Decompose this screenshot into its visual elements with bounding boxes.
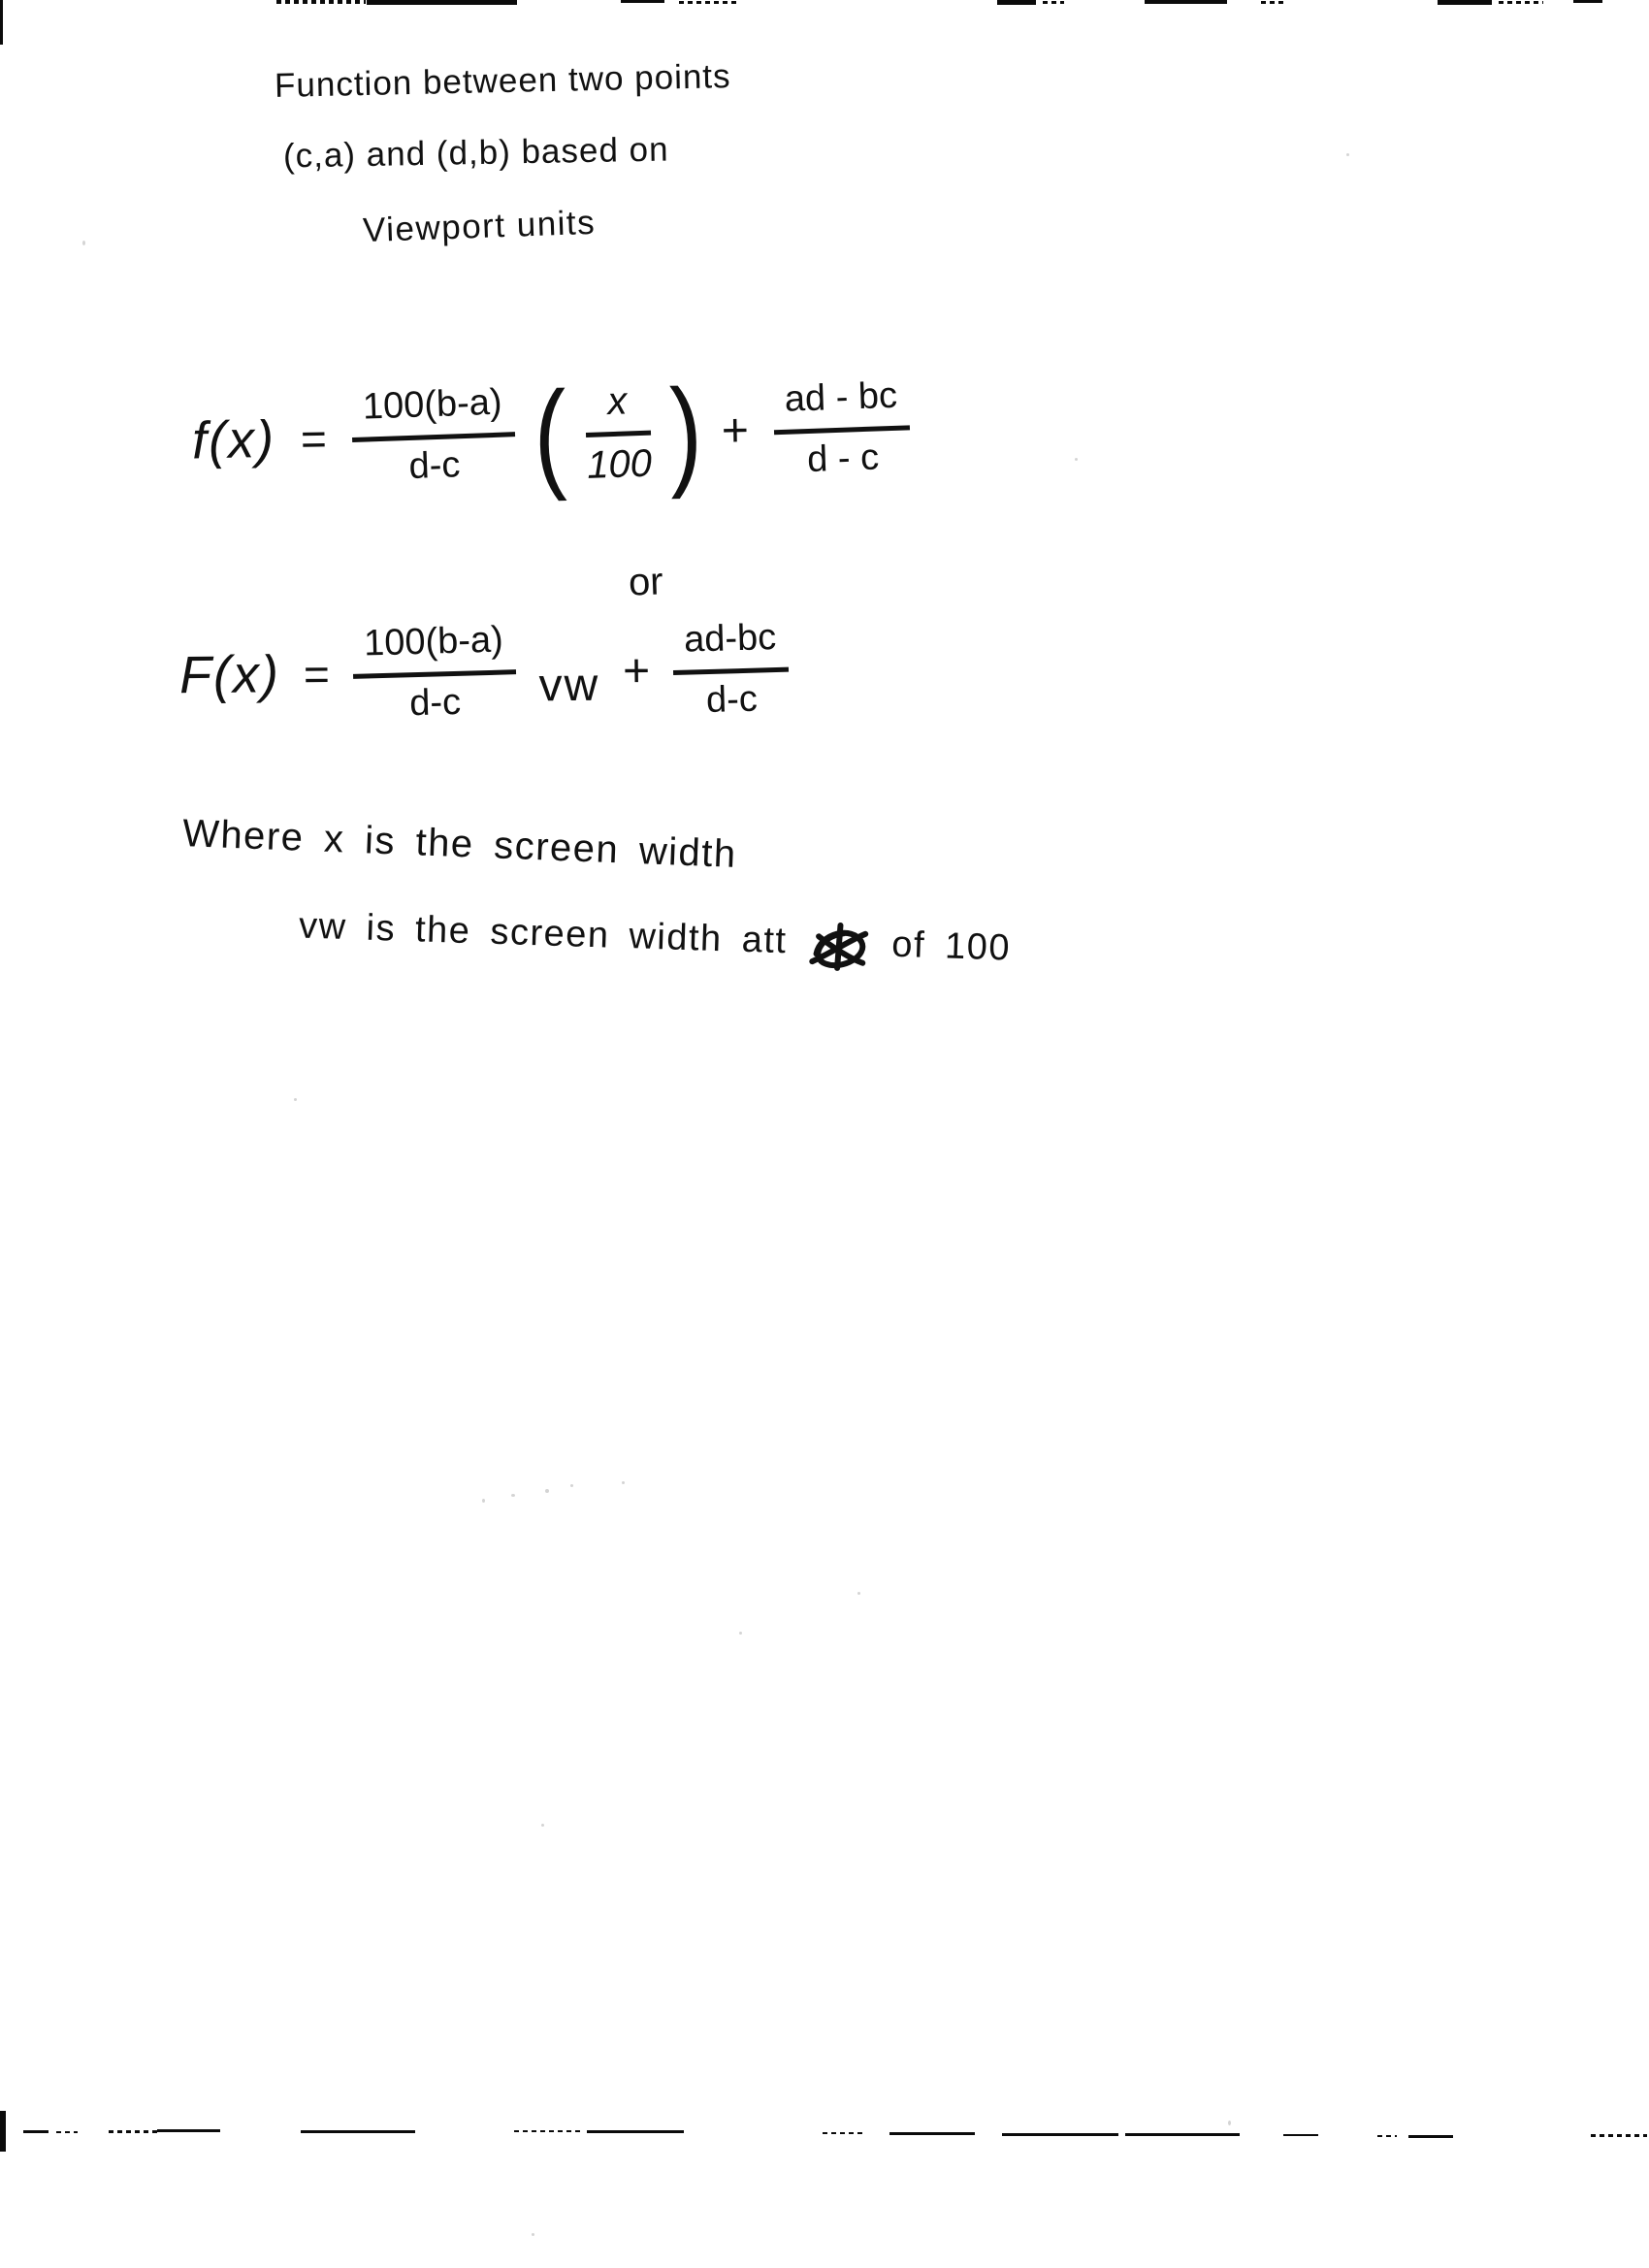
scan-artifact-line xyxy=(1261,1,1286,4)
scan-artifact-line xyxy=(109,2130,157,2133)
fraction-denominator: d-c xyxy=(407,444,461,488)
fraction-slope xyxy=(351,619,517,727)
scan-artifact-line xyxy=(514,2130,582,2132)
fraction-denominator: 100 xyxy=(586,441,653,487)
scan-speck xyxy=(541,1824,544,1827)
note-line-2-prefix: vw is the screen width att xyxy=(298,904,789,961)
scribbled-out-word xyxy=(803,919,875,975)
formula-1 xyxy=(191,363,911,502)
scan-artifact-line xyxy=(1499,1,1543,4)
note-line-2 xyxy=(298,898,1012,975)
formula-1-lhs: f(x) xyxy=(191,409,276,470)
equals-sign: = xyxy=(303,648,331,700)
scan-speck xyxy=(294,1098,297,1101)
fraction-denominator: d-c xyxy=(408,681,462,724)
formula-2 xyxy=(178,618,789,728)
scan-speck xyxy=(545,1489,549,1493)
plus-sign: + xyxy=(721,405,750,457)
fraction-slope xyxy=(350,382,516,491)
scan-artifact-line xyxy=(0,0,3,45)
scan-artifact-line xyxy=(997,0,1036,5)
note-line-2-suffix: of 100 xyxy=(890,923,1012,969)
scan-artifact-line xyxy=(1591,2134,1647,2137)
plus-sign: + xyxy=(622,644,651,697)
scan-artifact-line xyxy=(889,2132,975,2135)
scan-artifact-line xyxy=(301,2130,415,2133)
fraction-numerator: x xyxy=(584,378,651,437)
scan-speck xyxy=(1346,153,1349,156)
scan-artifact-line xyxy=(1377,2135,1397,2137)
equals-sign: = xyxy=(300,412,328,464)
title-line-3: Viewport units xyxy=(362,203,597,250)
scan-artifact-line xyxy=(23,2130,48,2133)
scan-speck xyxy=(82,241,85,245)
scan-artifact-line xyxy=(1043,1,1064,4)
fraction-numerator: ad-bc xyxy=(672,617,790,675)
fraction-x-over-100 xyxy=(584,378,653,488)
or-label: or xyxy=(628,560,664,604)
scan-artifact-line xyxy=(587,2130,684,2133)
scan-artifact-line xyxy=(1145,0,1227,4)
scan-speck xyxy=(1228,2121,1231,2125)
scan-speck xyxy=(532,2233,534,2236)
scan-speck xyxy=(482,1499,485,1503)
scan-artifact-line xyxy=(56,2131,78,2133)
scan-artifact-line xyxy=(1438,0,1492,5)
scan-artifact-line xyxy=(679,1,737,4)
note-line-1: Where x is the screen width xyxy=(181,812,738,876)
fraction-numerator: 100(b-a) xyxy=(350,382,515,443)
scan-speck xyxy=(1075,458,1078,461)
fraction-denominator: d-c xyxy=(705,678,759,721)
scan-speck xyxy=(570,1484,573,1487)
scan-artifact-line xyxy=(1283,2134,1318,2136)
scan-artifact-line xyxy=(1002,2133,1118,2136)
scan-speck xyxy=(857,1592,860,1595)
open-parenthesis: ( xyxy=(533,366,568,502)
scan-speck xyxy=(511,1494,515,1497)
title-line-1: Function between two points xyxy=(274,57,731,105)
scan-artifact-line xyxy=(1408,2135,1453,2138)
scan-artifact-blob xyxy=(0,2111,6,2152)
scan-artifact-line xyxy=(1573,0,1602,3)
scan-artifact-line xyxy=(367,0,517,5)
scan-artifact-line xyxy=(157,2129,220,2132)
fraction-numerator: ad - bc xyxy=(772,375,910,436)
fraction-intercept xyxy=(772,375,912,483)
close-parenthesis: ) xyxy=(668,363,704,501)
scan-speck xyxy=(622,1481,625,1484)
fraction-numerator: 100(b-a) xyxy=(351,619,515,678)
title-line-2: (c,a) and (d,b) based on xyxy=(282,130,669,176)
scan-artifact-line xyxy=(621,0,664,3)
fraction-intercept xyxy=(672,617,791,724)
scan-speck xyxy=(739,1632,742,1635)
fraction-denominator: d - c xyxy=(806,437,880,481)
scan-artifact-line xyxy=(276,0,366,4)
vw-unit: vw xyxy=(538,659,600,712)
formula-2-lhs: F(x) xyxy=(178,645,281,705)
scan-artifact-line xyxy=(1125,2133,1240,2136)
scan-artifact-line xyxy=(823,2132,863,2134)
